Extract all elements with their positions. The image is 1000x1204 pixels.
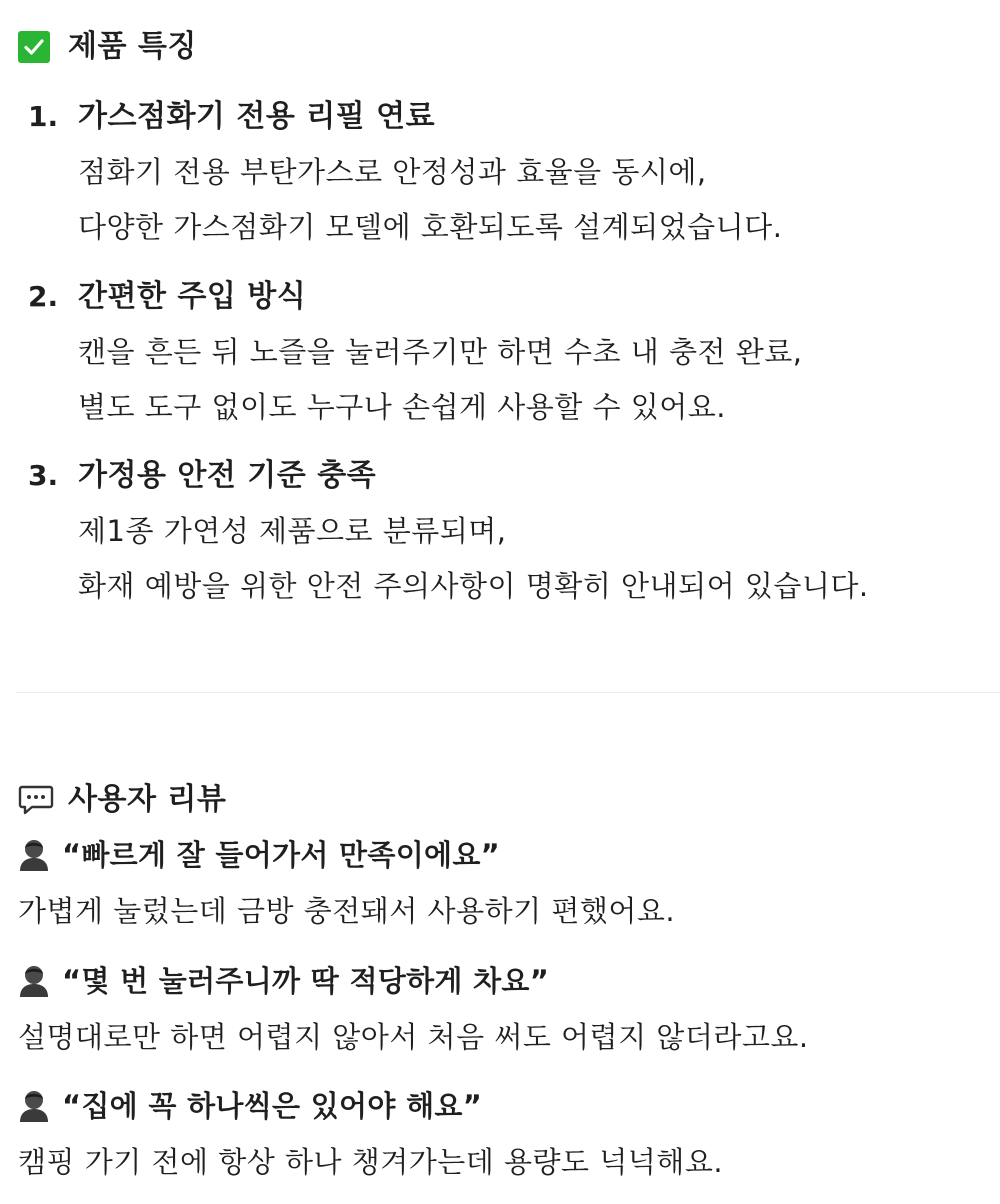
feature-number: 3. <box>28 459 59 492</box>
feature-description-line: 제1종 가연성 제품으로 분류되며, <box>78 514 507 548</box>
feature-description-line: 화재 예방을 위한 안전 주의사항이 명확히 안내되어 있습니다. <box>78 569 869 603</box>
person-icon <box>18 838 50 872</box>
feature-description-line: 별도 도구 없이도 누구나 손쉽게 사용할 수 있어요. <box>78 390 727 424</box>
review-quote: “집에 꼭 하나씩은 있어야 해요” <box>62 1089 483 1123</box>
reviews-heading <box>18 777 226 823</box>
review-body: 캠핑 가기 전에 항상 하나 챙겨가는데 용량도 넉넉해요. <box>18 1145 724 1179</box>
review-header <box>18 958 549 1004</box>
feature-title: 가스점화기 전용 리필 연료 <box>78 99 436 134</box>
review-header <box>18 832 500 878</box>
reviews-title: 사용자 리뷰 <box>68 782 227 817</box>
review-quote: “몇 번 눌러주니까 딱 적당하게 차요” <box>62 964 550 998</box>
feature-number: 1. <box>28 100 59 133</box>
review-header <box>18 1083 482 1129</box>
review-quote: “빠르게 잘 들어가서 만족이에요” <box>62 838 500 872</box>
check-mark-icon <box>18 31 50 63</box>
features-title: 제품 특징 <box>68 29 197 64</box>
feature-number: 2. <box>28 280 59 313</box>
feature-description-line: 다양한 가스점화기 모델에 호환되도록 설계되었습니다. <box>78 210 783 244</box>
review-body: 설명대로만 하면 어렵지 않아서 처음 써도 어렵지 않더라고요. <box>18 1020 809 1054</box>
speech-bubble-icon <box>18 782 54 818</box>
feature-title: 가정용 안전 기준 충족 <box>78 458 377 493</box>
review-body: 가볍게 눌렀는데 금방 충전돼서 사용하기 편했어요. <box>18 894 676 928</box>
person-icon <box>18 964 50 998</box>
feature-description-line: 캔을 흔든 뒤 노즐을 눌러주기만 하면 수초 내 충전 완료, <box>78 335 803 369</box>
section-divider <box>16 692 1000 693</box>
features-heading <box>18 24 197 70</box>
person-icon <box>18 1089 50 1123</box>
feature-description-line: 점화기 전용 부탄가스로 안정성과 효율을 동시에, <box>78 155 707 189</box>
feature-title: 간편한 주입 방식 <box>78 279 307 314</box>
